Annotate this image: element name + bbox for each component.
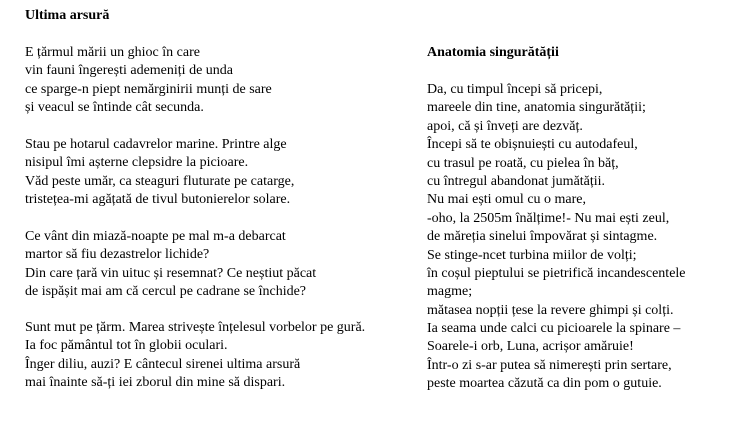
verse-line: Da, cu timpul începi să pricepi, [427, 82, 603, 97]
poem-left-stanza-4 [25, 319, 365, 393]
verse-line: cu trasul pe roată, cu pielea în băț, [427, 155, 619, 171]
verse-line: nisipul îmi așterne clepsidre la picioare. [25, 155, 249, 171]
verse-line: de măreția sinelui împovărat și sintagme. [427, 229, 658, 245]
verse-line: Într-o zi s-ar putea să nimerești prin sertare, [427, 357, 672, 373]
verse-line: Stau pe hotarul cadavrelor marine. Printre alge [25, 137, 287, 152]
poem-left-stanza-3 [25, 228, 316, 302]
verse-line: mai înainte să-ți iei zborul din mine să dispari. [25, 375, 286, 391]
verse-line: în coșul pieptului se pietrifică incandescentele [427, 265, 686, 281]
verse-line: E țărmul mării un ghioc în care [25, 45, 200, 60]
verse-line: -oho, la 2505m înălțime!- Nu mai ești zeul, [427, 210, 670, 226]
verse-line: Ce vânt din miază-noapte pe mal m-a debarcat [25, 229, 286, 244]
verse-line: cu întregul abandonat jumătății. [427, 173, 606, 189]
poem-right-body [427, 81, 686, 394]
verse-line: de ispășit mai am că cercul pe cadrane se închide? [25, 284, 307, 300]
verse-line: Ia seama unde calci cu picioarele la spinare – [427, 321, 681, 337]
verse-line: tristețea-mi agățată de tivul butonierelor solare. [25, 192, 291, 208]
verse-line: mareele din tine, anatomia singurătății; [427, 100, 646, 116]
verse-line: Înger diliu, auzi? E cântecul sirenei ultima arsură [25, 356, 301, 372]
poem-left-stanza-1 [25, 44, 272, 118]
poem-right-title: Anatomia singurătății [427, 45, 559, 60]
verse-line: Sunt mut pe țărm. Marea strivește înțelesul vorbelor pe gură. [25, 320, 366, 335]
verse-line: Văd peste umăr, ca steaguri fluturate pe catarge, [25, 173, 295, 189]
verse-line: și veacul se întinde cât secunda. [25, 100, 204, 116]
poem-left-stanza-2 [25, 136, 294, 210]
verse-line: peste moartea căzută ca din pom o gutuie. [427, 376, 662, 392]
poem-left-title: Ultima arsură [25, 8, 110, 23]
verse-line: Din care țară vin uituc și resemnat? Ce neștiut păcat [25, 265, 317, 281]
verse-line: Ia foc pământul tot în globii oculari. [25, 338, 228, 354]
verse-line: Începi să te obișnuiești cu autodafeul, [427, 137, 638, 153]
verse-line: Soarele-i orb, Luna, acrișor amăruie! [427, 339, 634, 355]
verse-line: mătasea nopții țese la revere ghimpi și colți. [427, 302, 674, 318]
verse-line: Nu mai ești omul cu o mare, [427, 192, 587, 208]
verse-line: apoi, că și înveți are dezvăț. [427, 118, 583, 134]
verse-line: martor să fiu dezastrelor lichide? [25, 247, 210, 263]
verse-line: vin fauni îngerești ademeniți de unda [25, 63, 233, 79]
verse-line: ce sparge-n piept nemărginirii munți de sare [25, 81, 272, 97]
verse-line: magme; [427, 284, 473, 300]
verse-line: Se stinge-ncet turbina miilor de volți; [427, 247, 637, 263]
